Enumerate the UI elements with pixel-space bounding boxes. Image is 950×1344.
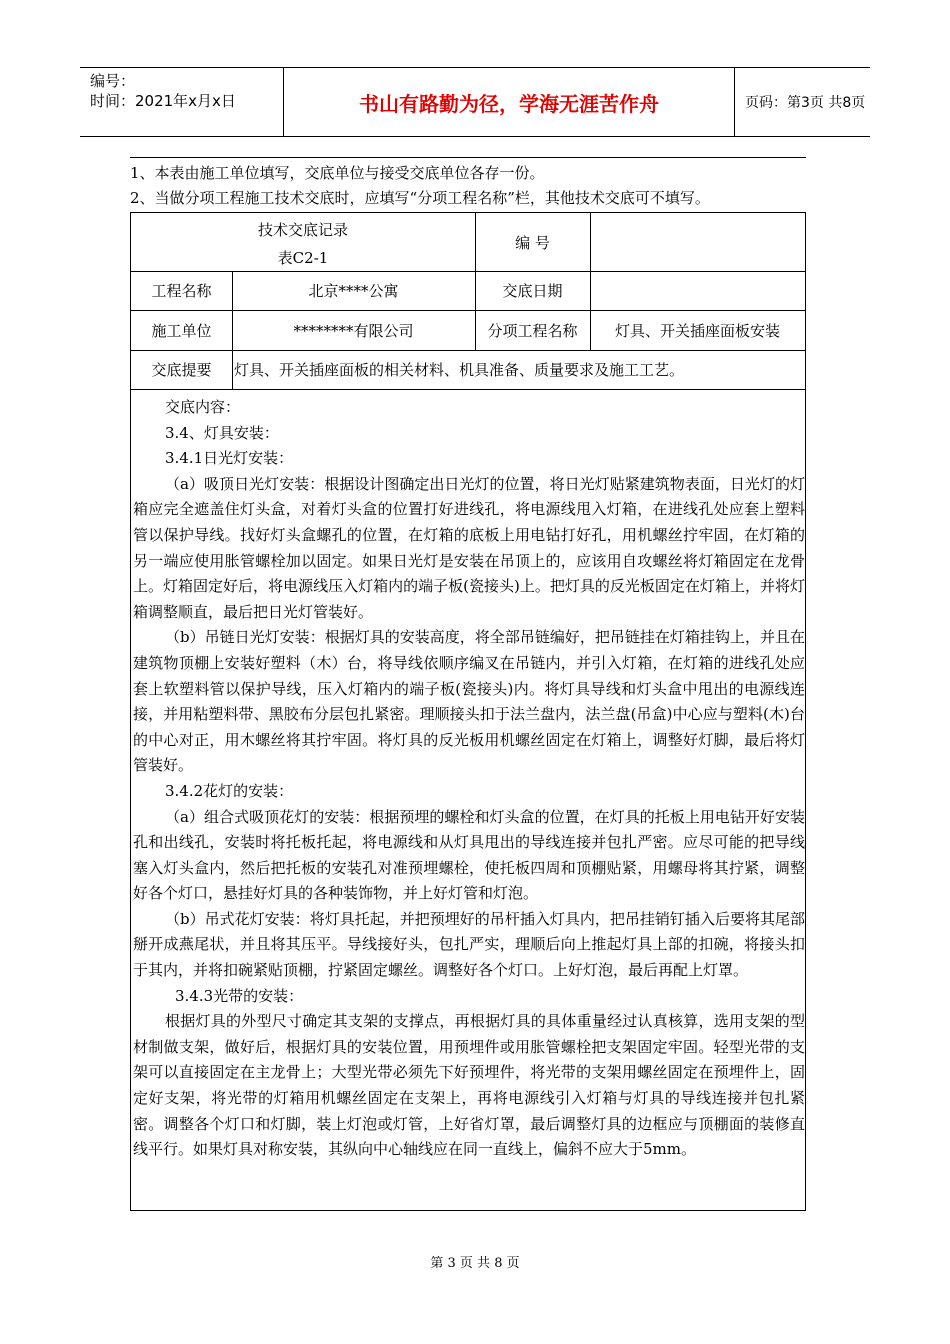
subproject-value: 灯具、开关插座面板安装: [614, 321, 780, 340]
note-2: 2、当做分项工程施工技术交底时，应填写“分项工程名称”栏，其他技术交底可不填写。: [130, 189, 710, 207]
header-slogan: 书山有路勤为径，学海无涯苦作舟: [284, 68, 735, 136]
header-page-number: 页码：第3页 共8页: [745, 95, 866, 111]
doc-time-label: 时间：2021年x月x日: [90, 92, 236, 110]
number-value[interactable]: [590, 213, 805, 271]
note-1: 1、本表由施工单位填写，交底单位与接受交底单位各存一份。: [130, 164, 545, 182]
summary-label: 交底提要: [151, 361, 212, 379]
page-footer: 第 3 页 共 8 页: [430, 1256, 520, 1271]
contractor-value: ********有限公司: [293, 321, 414, 340]
project-name-value: 北京****公寓: [308, 282, 399, 300]
page-header: [80, 67, 870, 137]
table-rule: [131, 389, 805, 390]
section-heading: 3.4.3光带的安装：: [175, 986, 304, 1005]
summary-value: 灯具、开关插座面板的相关材料、机具准备、质量要求及施工工艺。: [234, 361, 685, 379]
section-heading: 3.4、灯具安装：: [165, 423, 279, 442]
paragraph: 根据灯具的外型尺寸确定其支架的支撑点，再根据灯具的具体重量经过认真核算，选用支架的型材制做支架，做好后，根据灯具的安装位置，用预埋件或用胀管螺栓把支架固定牢固。轻型光带的支架可以直接固定在主龙骨上；大型光带必须先下好预埋件，将光带的支架用螺丝固定在预埋件上，固定好支架，将光带的灯箱用机螺丝固定在支架上，再将电源线引入灯箱与灯具的导线连接并包扎紧密。调整各个灯口和灯脚，装上灯泡或灯管，上好省灯罩，最后调整灯具的边框应与顶棚面的装修直线平行。如果灯具对称安装，其纵向中心轴线应在同一直线上，偏斜不应大于5mm。: [133, 1012, 805, 1159]
subproject-label: 分项工程名称: [487, 321, 578, 340]
contractor-label: 施工单位: [151, 321, 212, 340]
notes-top-rule: [130, 157, 806, 158]
paragraph: （b）吊式花灯安装：将灯具托起，并把预埋好的吊杆插入灯具内，把吊挂销钉插入后要将其尾部掰开成燕尾状，并且将其压平。导线接好头，包扎严实，理顺后向上推起灯具上部的扣碗，将接头扣于其内，并将扣碗紧贴顶棚，拧紧固定螺丝。调整好各个灯口。上好灯泡，最后再配上灯罩。: [133, 909, 805, 980]
content-heading: 交底内容：: [165, 398, 241, 416]
briefing-date-value[interactable]: [590, 271, 805, 310]
number-label: 编 号: [515, 233, 550, 252]
briefing-date-label: 交底日期: [502, 282, 563, 300]
paragraph: （b）吊链日光灯安装：根据灯具的安装高度，将全部吊链编好，把吊链挂在灯箱挂钩上，并且在建筑物顶棚上安装好塑料（木）台，将导线依顺序编叉在吊链内，并引入灯箱，在灯箱的进线孔处应套上软塑料管以保护导线，压入灯箱内的端子板(瓷接头)内。将灯具导线和灯头盒中甩出的电源线连接，并用粘塑料带、黑胶布分层包扎紧密。理顺接头扣于法兰盘内，法兰盘(吊盒)中心应与塑料(木)台的中心对正，用木螺丝将其拧牢固。将灯具的反光板用机螺丝固定在灯箱上，调整好灯脚，最后将灯管装好。: [133, 628, 805, 775]
paragraph: （a）组合式吸顶花灯的安装：根据预埋的螺栓和灯头盒的位置，在灯具的托板上用电钻开好安装孔和出线孔，安装时将托板托起，将电源线和从灯具甩出的导线连接并包扎严密。应尽可能的把导线塞入灯头盒内，然后把托板的安装孔对准预埋螺栓，使托板四周和顶棚贴紧，用螺母将其拧紧，调整好各个灯口，悬挂好灯具的各种装饰物，并上好灯管和灯泡。: [133, 807, 805, 903]
briefing-content: [133, 395, 805, 1163]
tech-briefing-table: [130, 212, 806, 1211]
doc-number-label: 编号：: [90, 72, 136, 90]
paragraph: （a）吸顶日光灯安装：根据设计图确定出日光灯的位置，将日光灯贴紧建筑物表面，日光灯的灯箱应完全遮盖住灯头盒，对着灯头盒的位置打好进线孔，将电源线甩入灯箱，在进线孔处应套上塑料管以保护导线。找好灯头盒螺孔的位置，在灯箱的底板上用电钻打好孔，用机螺丝拧牢固，在灯箱的另一端应使用胀管螺栓加以固定。如果日光灯是安装在吊顶上的，应该用自攻螺丝将灯箱固定在龙骨上。灯箱固定好后，将电源线压入灯箱内的端子板(瓷接头)上。把灯具的反光板固定在灯箱上，并将灯箱调整顺直，最后把日光灯管装好。: [133, 474, 805, 621]
header-meta: [80, 68, 284, 136]
form-code: 表C2-1: [277, 248, 329, 267]
section-heading: 3.4.2花灯的安装：: [165, 781, 294, 800]
project-name-label: 工程名称: [151, 282, 212, 300]
section-heading: 3.4.1日光灯安装：: [165, 449, 294, 468]
form-title: 技术交底记录: [257, 220, 348, 239]
